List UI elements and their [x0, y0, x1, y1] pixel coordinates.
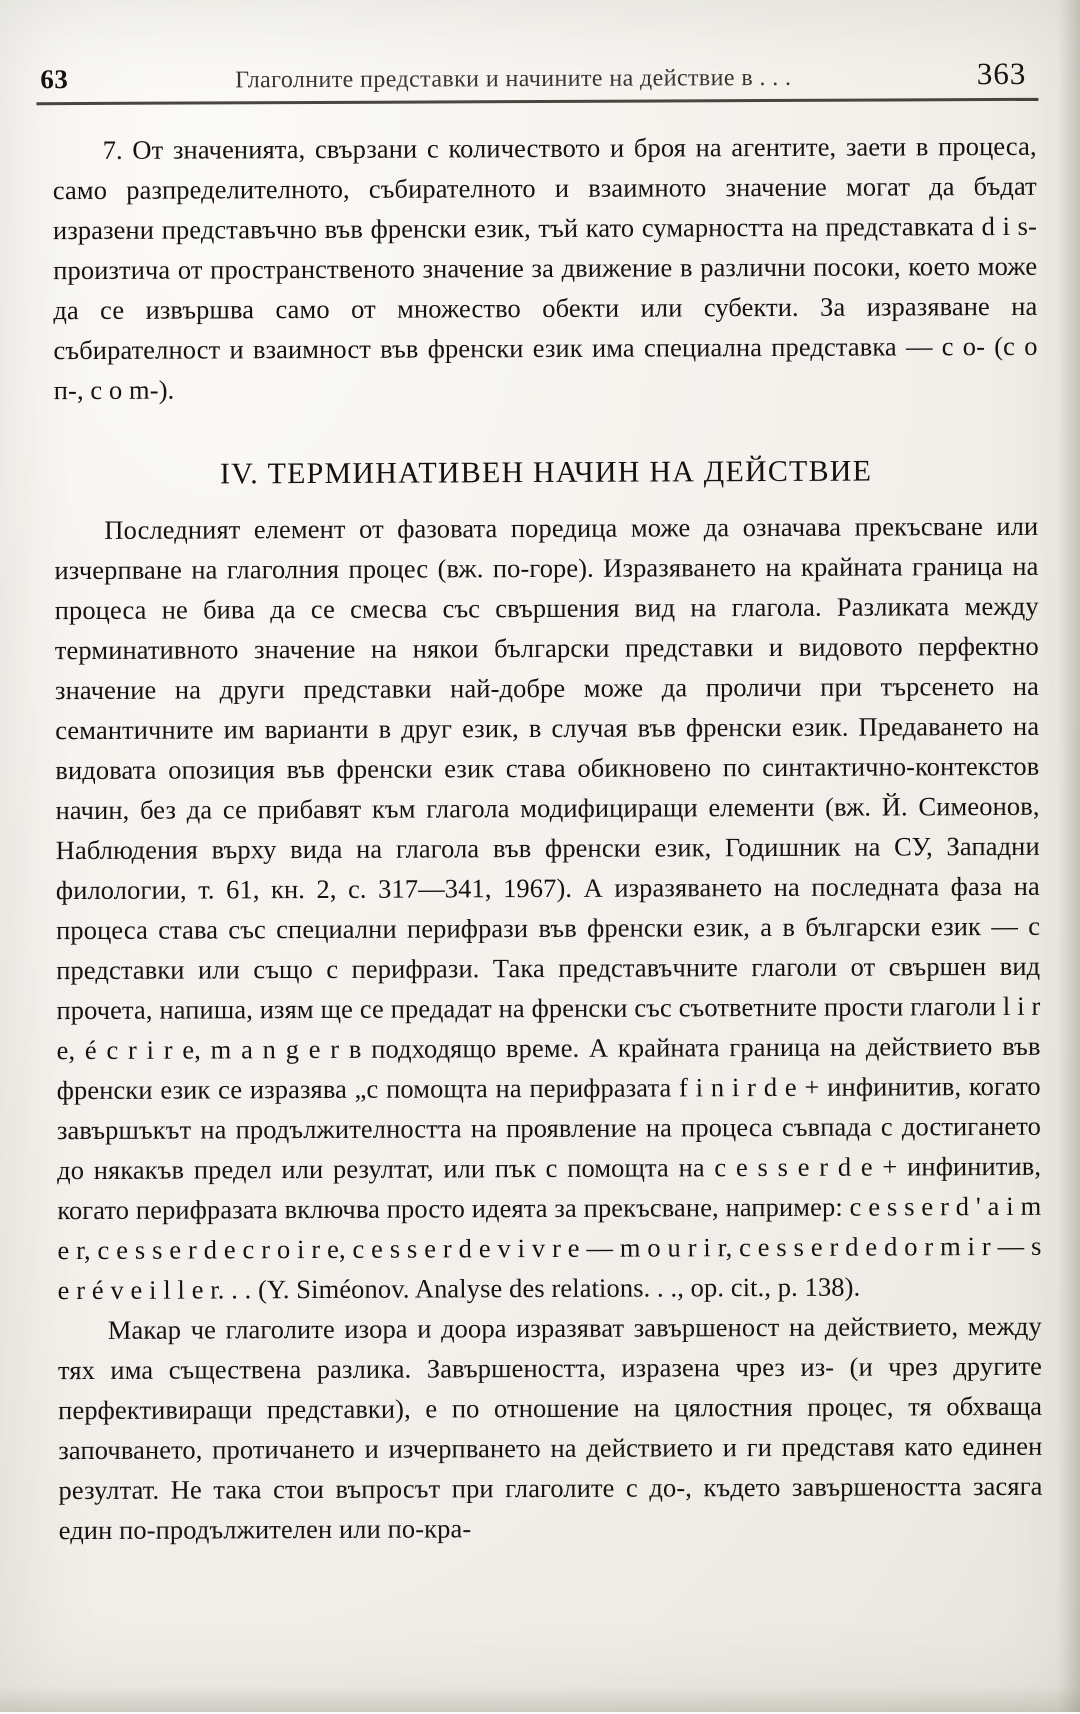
spacer [54, 406, 1038, 428]
body-text [53, 126, 1043, 1550]
paragraph-terminative: Последният елемент от фазовата поредица може да означава прекъсване или изчерпване на глаголния процес (вж. по-горе). Изразяването на крайната граница на процеса не бива да се смесва със свършения вид на глагола. Разликата между терминативното значение на някои български представки и видовото перфектно значение на други представки най-добре може да проличи при търсенето на семантичните им варианти в друг език, в случая във френски език. Предаването на видовата опозиция във френски език става обикновено по синтактично-контекстов начин, без да се прибавят към глагола модифициращи елементи (вж. Й. Симеонов, Наблюдения върху вида на глагола във френски език, Годишник на СУ, Западни филологии, т. 61, кн. 2, с. 317—341, 1967). А изразяването на последната фаза на процеса става със специални перифрази във френски език, а в български език — с представки или също с перифрази. Така представъчните глаголи от свършен вид прочета, напиша, изям ще се предадат на френски със съответните прости глаголи l i r e, é c r i r e, m a n g e r в подходящо време. А крайната граница на действието във френски език се изразява „с помощта на перифразата f i n i r d e + инфинитив, когато завършъкът на продължителността на проявление на процеса съвпада с достигането до някакъв предел или резултат, или пък с помощта на c e s s e r d e + инфинитив, когато перифразата включва просто идеята за прекъсване, например: c e s s e r d ' a i m e r, c e s s e r d e c r o i r e, c e s s e r d e v i v r e — m o u r i r, c e s s e r d e d o r m i r — s e r é v e i l l e r. . . (Y. Siméonov. Analyse des relations. . ., op. cit., p. 138). [54, 510, 1042, 1306]
folio-right: 363 [976, 55, 1027, 92]
section-heading: IV. ТЕРМИНАТИВЕН НАЧИН НА ДЕЙСТВИЕ [219, 454, 873, 491]
running-head-title: Глаголните представки и начините на действие в . . . [235, 64, 792, 94]
paragraph-7: 7. От значенията, свързани с количеството и броя на агентите, заети в процеса, само разпределителното, събирателното и взаимното значение могат да бъдат изразени представъчно във френски език, тъй като сумарността на представката d i s- произтича от пространственото значение за движение в различни посоки, което може да се извършва само от множество обекти или субекти. За изразяване на събирателност и взаимност във френски език има специална представка — с о- (с о п-, с о m-). [52, 130, 1038, 406]
paragraph-izora: Макар че глаголите изора и доора изразяват завършеност на действието, между тях има съществена разлика. Завършеността, изразена чрез из- (и чрез другите перфективиращи представки), е по отношение на цялостния процес, тя обхваща започването, протичането и изчерпването на действието и ги представя като единен резултат. Не така стои въпросът при глаголите с до-, където завършеността засяга един по-продължителен или по-кра- [57, 1310, 1043, 1546]
folio-left: 63 [40, 64, 69, 95]
running-head [40, 56, 1040, 96]
header-rule [36, 98, 1038, 105]
